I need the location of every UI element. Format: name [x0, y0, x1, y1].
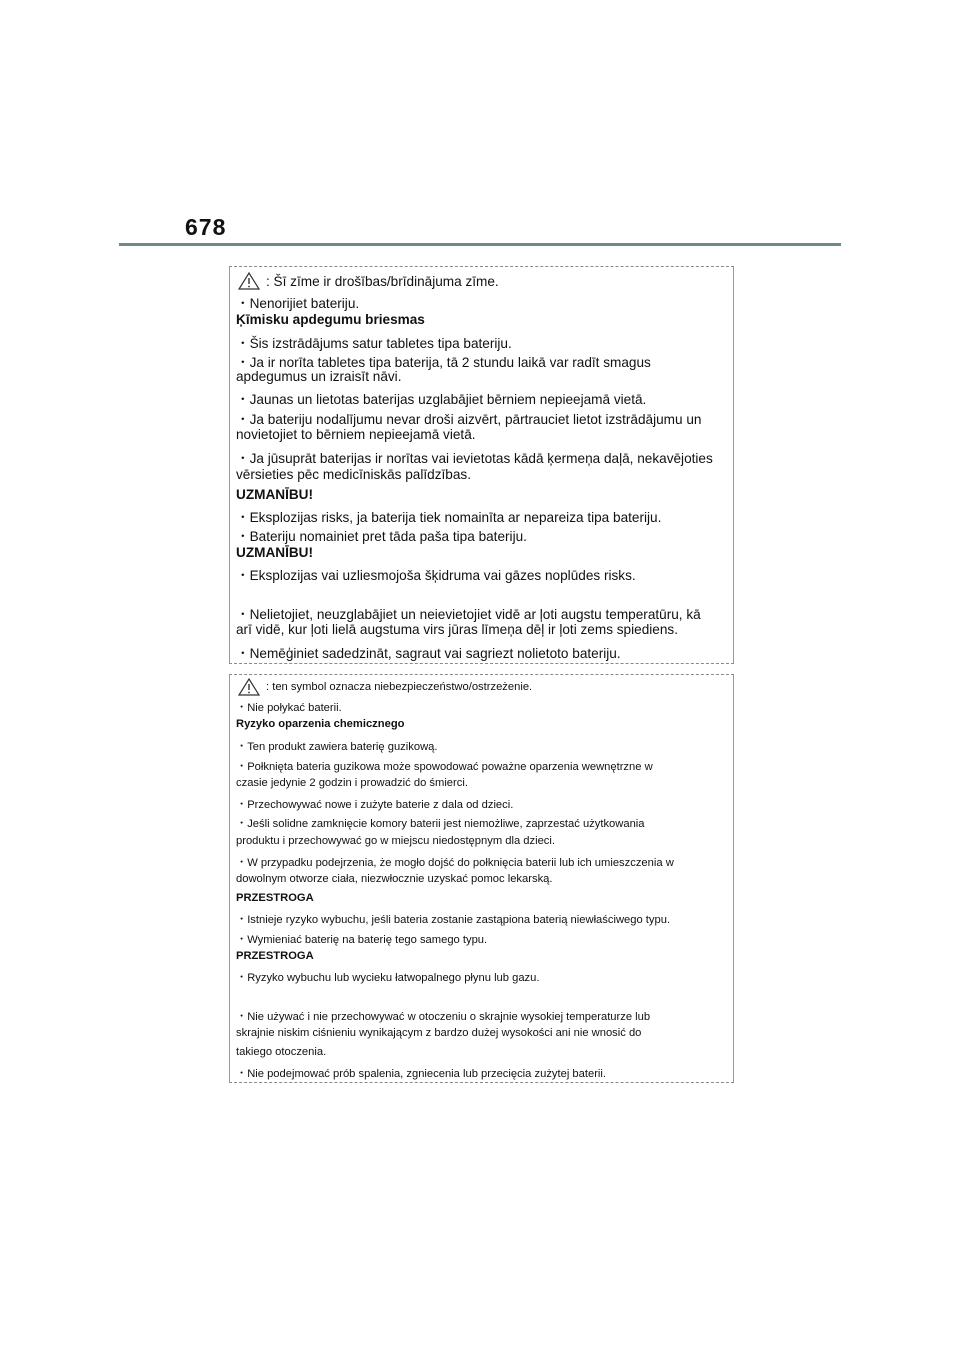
polish-line: ・Jeśli solidne zamknięcie komory baterii jest niemożliwe, zaprzestać użytkowania: [236, 818, 645, 830]
polish-warning-text: : ten symbol oznacza niebezpieczeństwo/ostrzeżenie.: [266, 681, 533, 693]
header-rule: [119, 243, 841, 246]
polish-warning-line: [236, 678, 532, 696]
polish-line: skrajnie niskim ciśnieniu wynikającym z bardzo dużej wysokości ani nie wnosić do: [236, 1027, 642, 1039]
latvian-warning-text: : Šī zīme ir drošības/brīdinājuma zīme.: [266, 273, 499, 289]
polish-line: ・Ten produkt zawiera baterię guzikową.: [236, 741, 438, 753]
latvian-line: ・Eksplozijas vai uzliesmojoša šķidruma vai gāzes noplūdes risks.: [236, 568, 636, 583]
latvian-line: vērsieties pēc medicīniskās palīdzības.: [236, 467, 471, 482]
latvian-warning-box: [229, 266, 734, 664]
latvian-line: ・Jaunas un lietotas baterijas uzglabājiet bērniem nepieejamā vietā.: [236, 392, 647, 407]
polish-line: ・Połknięta bateria guzikowa może spowodować poważne oparzenia wewnętrzne w: [236, 761, 653, 773]
latvian-warning-line: [236, 272, 499, 290]
polish-line: ・Nie podejmować prób spalenia, zgniecenia lub przecięcia zużytej baterii.: [236, 1068, 607, 1080]
latvian-line: ・Bateriju nomainiet pret tāda paša tipa bateriju.: [236, 529, 527, 544]
polish-line: ・Nie używać i nie przechowywać w otoczeniu o skrajnie wysokiej temperaturze lub: [236, 1011, 651, 1023]
polish-line: ・Ryzyko wybuchu lub wycieku łatwopalnego płynu lub gazu.: [236, 972, 540, 984]
polish-line: takiego otoczenia.: [236, 1046, 327, 1058]
page-number: 678: [185, 214, 227, 240]
polish-line: ・Nie połykać baterii.: [236, 702, 342, 714]
latvian-line: ・Ja jūsuprāt baterijas ir norītas vai ievietotas kādā ķermeņa daļā, nekavējoties: [236, 451, 713, 466]
latvian-line: arī vidē, kur ļoti lielā augstuma virs jūras līmeņa dēļ ir ļoti zems spiediens.: [236, 622, 678, 637]
latvian-line: ・Nelietojiet, neuzglabājiet un neievietojiet vidē ar ļoti augstu temperatūru, kā: [236, 607, 701, 622]
latvian-caution-heading: UZMANĪBU!: [236, 545, 314, 560]
polish-line: ・Wymieniać baterię na baterię tego samego typu.: [236, 934, 488, 946]
polish-heading: Ryzyko oparzenia chemicznego: [236, 718, 405, 730]
latvian-line: novietojiet to bērniem nepieejamā vietā.: [236, 427, 476, 442]
polish-line: ・Przechowywać nowe i zużyte baterie z dala od dzieci.: [236, 799, 514, 811]
latvian-line: ・Nemēģiniet sadedzināt, sagraut vai sagriezt nolietoto bateriju.: [236, 646, 621, 661]
polish-line: dowolnym otworze ciała, niezwłocznie uzyskać pomoc lekarską.: [236, 873, 553, 885]
latvian-line: ・Ja ir norīta tabletes tipa baterija, tā 2 stundu laikā var radīt smagus: [236, 355, 651, 370]
latvian-line: ・Šis izstrādājums satur tabletes tipa bateriju.: [236, 336, 512, 351]
latvian-line: ・Nenorijiet bateriju.: [236, 296, 360, 311]
polish-caution-heading: PRZESTROGA: [236, 950, 314, 962]
polish-line: czasie jedynie 2 godzin i prowadzić do śmierci.: [236, 777, 468, 789]
latvian-line: ・Eksplozijas risks, ja baterija tiek nomainīta ar nepareiza tipa bateriju.: [236, 510, 662, 525]
latvian-caution-heading: UZMANĪBU!: [236, 487, 314, 502]
polish-line: ・Istnieje ryzyko wybuchu, jeśli bateria zostanie zastąpiona baterią niewłaściwego typu.: [236, 914, 671, 926]
warning-triangle-icon: [238, 272, 260, 290]
polish-caution-heading: PRZESTROGA: [236, 892, 314, 904]
polish-warning-box: [229, 674, 734, 1083]
latvian-heading: Ķīmisku apdegumu briesmas: [236, 312, 425, 327]
latvian-line: ・Ja bateriju nodalījumu nevar droši aizvērt, pārtrauciet lietot izstrādājumu un: [236, 412, 702, 427]
polish-line: produktu i przechowywać go w miejscu niedostępnym dla dzieci.: [236, 835, 555, 847]
warning-triangle-icon: [238, 678, 260, 696]
latvian-line: apdegumus un izraisīt nāvi.: [236, 369, 402, 384]
polish-line: ・W przypadku podejrzenia, że mogło dojść do połknięcia baterii lub ich umieszczenia w: [236, 857, 674, 869]
